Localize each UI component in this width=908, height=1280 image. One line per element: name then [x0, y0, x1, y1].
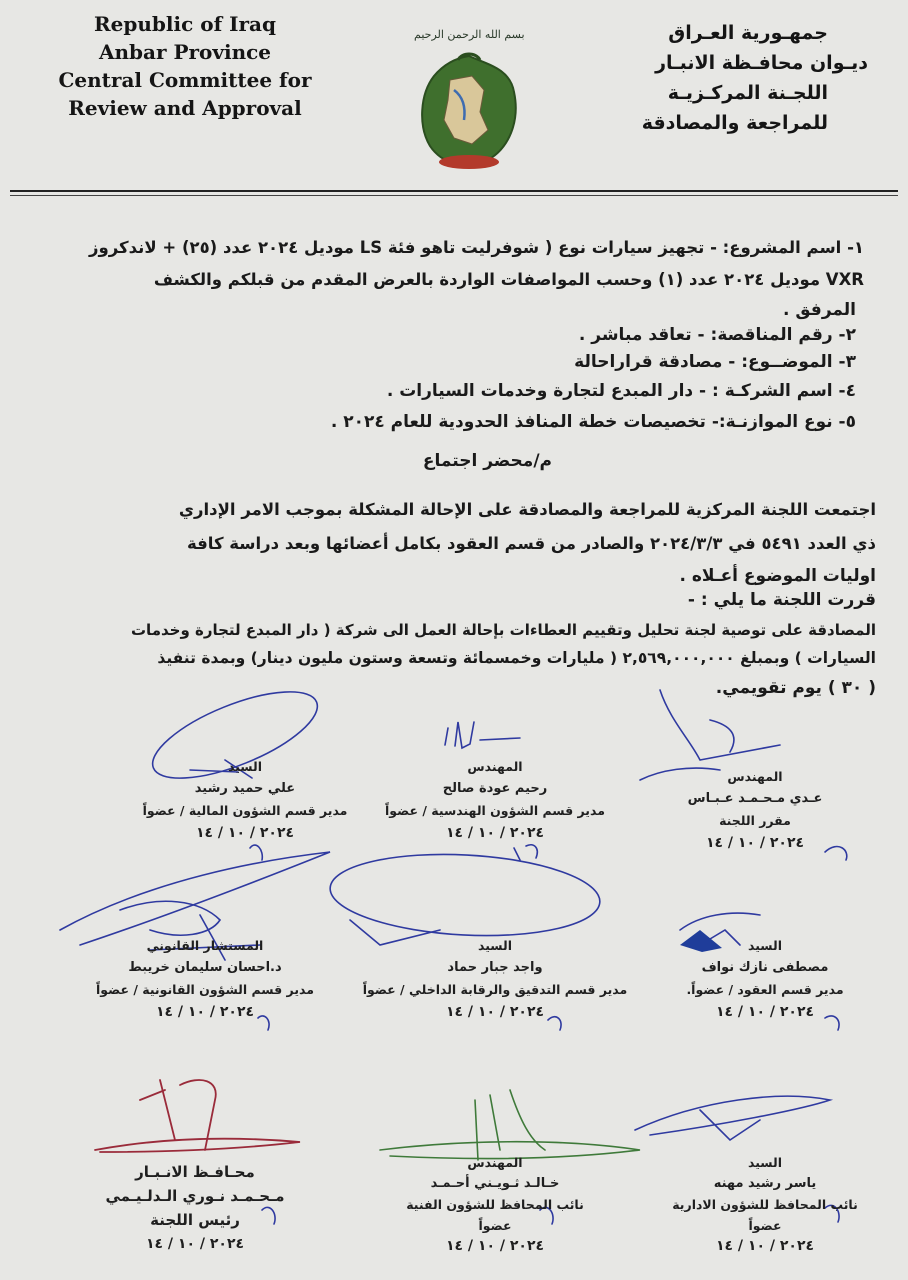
signature-title: محـافـظ الانـبـار — [135, 1163, 255, 1181]
signature-date: ٢٠٢٤ / ١٠ / ١٤ — [445, 825, 545, 841]
signature-block — [360, 756, 630, 844]
header-ar-line: جمهـورية العـراق — [668, 22, 828, 44]
signature-title: المهندس — [727, 769, 783, 784]
signature-role: نائب المحافظ للشؤون الفنية — [406, 1197, 584, 1212]
item-1-line-2: VXR موديل ٢٠٢٤ عدد (١) وحسب المواصفات الواردة بالعرض المقدم من قبلكم والكشف — [153, 270, 864, 289]
signature-title: المهندس — [467, 1155, 523, 1170]
signature-name: عـدي مـحـمـد عـبـاس — [687, 791, 823, 806]
signature-role: مدير قسم الشؤون المالية / عضواً — [142, 803, 348, 818]
signature-name: علي حميد رشيد — [194, 781, 296, 796]
signature-block — [630, 935, 900, 1023]
header-ar-line: للمراجعة والمصادقة — [641, 112, 828, 134]
signature-role: مدير قسم الشؤون القانونية / عضواً — [96, 982, 314, 997]
basmala-text: بسم الله الرحمن الرحيم — [414, 28, 525, 41]
item-5: ٥- نوع الموازنـة:- تخصيصات خطة المنافذ الحدودية للعام ٢٠٢٤ . — [330, 412, 856, 432]
signature-block — [630, 1152, 900, 1257]
signature-role-secondary: عضواً — [748, 1218, 782, 1233]
signature-name: ياسر رشيد مهنه — [713, 1176, 817, 1191]
decision-heading: قررت اللجنة ما يلي : - — [687, 590, 876, 610]
decision-line: السيارات ) وبمبلغ ٢,٥٦٩,٠٠٠,٠٠٠ ( مليارات وخمسمائة وتسعة وستون مليون دينار) وبمدة تنفيذ — [157, 649, 876, 667]
signature-name: د.احسان سليمان خريبط — [128, 960, 282, 975]
header-en-line: Central Committee for — [58, 68, 312, 92]
item-3: ٣- الموضــوع: - مصادقة قراراحالة — [574, 352, 856, 372]
paragraph-line: اوليات الموضوع أعـلاه . — [679, 566, 876, 586]
signature-date: ٢٠٢٤ / ١٠ / ١٤ — [445, 1238, 545, 1254]
signature-name: خـالـد ثـويـني أحـمـد — [430, 1176, 560, 1191]
signature-date: ٢٠٢٤ / ١٠ / ١٤ — [155, 1004, 255, 1020]
signature-name: واجد جبار حماد — [447, 960, 543, 975]
signature-role: رئيس اللجنة — [150, 1211, 240, 1229]
paragraph-line: اجتمعت اللجنة المركزية للمراجعة والمصادقة على الإحالة المشكلة بموجب الامر الإداري — [178, 500, 876, 519]
header-en-line: Anbar Province — [98, 40, 272, 64]
signature-name: مصطفى نازك نواف — [701, 960, 829, 975]
subject-line: م/محضر اجتماع — [422, 451, 552, 471]
signature-role: مقرر اللجنة — [719, 813, 791, 828]
signature-block — [360, 1152, 630, 1257]
signature-name: مـحـمـد نـوري الـدلـيـمي — [105, 1187, 285, 1205]
header-en-line: Review and Approval — [68, 96, 302, 120]
decision-line: ( ٣٠ ) يوم تقويمي. — [715, 678, 876, 698]
signature-date: ٢٠٢٤ / ١٠ / ١٤ — [195, 825, 295, 841]
signature-title: السيد — [227, 759, 263, 774]
item-4: ٤- اسم الشركـة : - دار المبدع لتجارة وخدمات السيارات . — [386, 381, 856, 401]
signature-date: ٢٠٢٤ / ١٠ / ١٤ — [145, 1236, 245, 1252]
signature-role: مدير قسم التدقيق والرقابة الداخلي / عضواً — [362, 982, 628, 997]
signature-date: ٢٠٢٤ / ١٠ / ١٤ — [715, 1238, 815, 1254]
item-1-line-1: ١- اسم المشروع: - تجهيز سيارات نوع ( شوفرليت تاهو فئة LS موديل ٢٠٢٤ عدد (٢٥) + لاندكروز — [89, 238, 864, 257]
signature-block — [70, 935, 340, 1023]
signature-title: السيد — [477, 938, 513, 953]
signature-date: ٢٠٢٤ / ١٠ / ١٤ — [445, 1004, 545, 1020]
paragraph-line: ذي العدد ٥٤٩١ في ٢٠٢٤/٣/٣ والصادر من قسم العقود بكامل أعضائها وبعد دراسة كافة — [186, 534, 876, 553]
signature-block — [110, 756, 380, 844]
header-ar-line: ديـوان محافـظة الانبـار — [655, 52, 868, 74]
decision-line: المصادقة على توصية لجنة تحليل وتقييم العطاءات بإحالة العمل الى شركة ( دار المبدع لتجارة وخدمات — [130, 621, 876, 639]
signature-role-secondary: عضواً — [478, 1218, 512, 1233]
signature-block — [60, 1160, 330, 1256]
item-2: ٢- رقم المناقصة: - تعاقد مباشر . — [578, 325, 856, 345]
signature-title: السيد — [747, 1155, 783, 1170]
header-en-line: Republic of Iraq — [94, 12, 276, 36]
signature-title: السيد — [747, 938, 783, 953]
signature-role: مدير قسم العقود / عضواً. — [686, 982, 844, 997]
signature-block — [620, 766, 890, 854]
signature-role: نائب المحافظ للشؤون الادارية — [672, 1197, 858, 1212]
signature-block — [360, 935, 630, 1023]
signature-date: ٢٠٢٤ / ١٠ / ١٤ — [705, 835, 805, 851]
signature-title: المهندس — [467, 759, 523, 774]
item-1-line-3: المرفق . — [782, 300, 856, 320]
signature-role: مدير قسم الشؤون الهندسية / عضواً — [385, 803, 605, 818]
signature-title: المستشار القانوني — [146, 938, 264, 953]
signature-date: ٢٠٢٤ / ١٠ / ١٤ — [715, 1004, 815, 1020]
signature-name: رحيم عودة صالح — [442, 781, 548, 796]
header-ar-line: اللجـنة المركـزيـة — [667, 82, 828, 104]
